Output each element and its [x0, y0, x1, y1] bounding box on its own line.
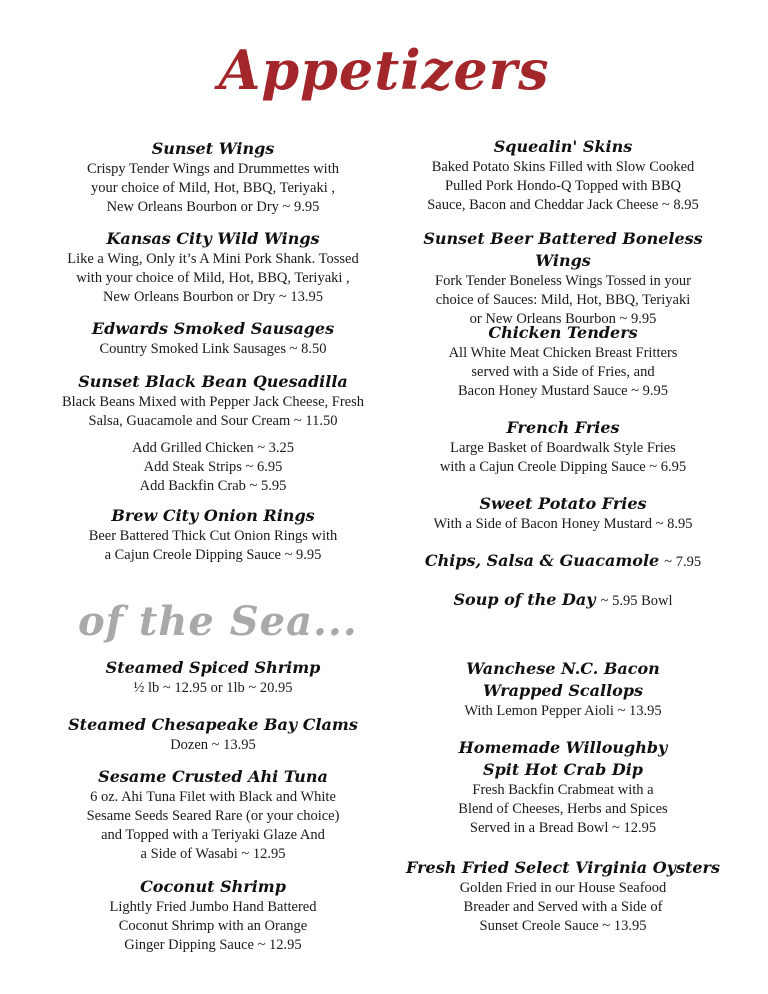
item-name: Steamed Chesapeake Bay Clams	[68, 715, 358, 734]
item-name: Chips, Salsa & Guacamole	[424, 551, 660, 570]
menu-item	[28, 876, 398, 955]
menu-item	[400, 136, 726, 215]
item-name: Brew City Onion Rings	[111, 506, 315, 525]
addons-list	[28, 439, 398, 496]
item-desc-line: Breader and Served with a Side of	[463, 899, 663, 915]
item-name: Chicken Tenders	[488, 323, 638, 342]
item-name: Edwards Smoked Sausages	[91, 319, 335, 338]
menu-item	[400, 737, 726, 838]
item-name: Soup of the Day	[453, 590, 596, 609]
menu-item	[400, 493, 726, 534]
item-desc-line: Salsa, Guacamole and Sour Cream ~ 11.50	[88, 413, 338, 429]
menu-item	[400, 590, 726, 610]
menu-item	[28, 766, 398, 864]
item-desc-line: Blend of Cheeses, Herbs and Spices	[458, 801, 668, 817]
item-desc-line: with a Cajun Creole Dipping Sauce ~ 6.95	[439, 459, 687, 475]
item-desc-line: Lightly Fried Jumbo Hand Battered	[109, 899, 317, 915]
item-desc-line: Pulled Pork Hondo-Q Topped with BBQ	[445, 178, 681, 194]
item-desc-line: Country Smoked Link Sausages ~ 8.50	[99, 341, 327, 357]
menu-item	[400, 228, 726, 329]
item-name: Sweet Potato Fries	[479, 494, 647, 513]
item-price: ~ 7.95	[664, 554, 702, 570]
item-desc-line: Large Basket of Boardwalk Style Fries	[450, 440, 676, 456]
section-title-sea: of the Sea...	[78, 598, 358, 645]
item-desc-line: Sesame Seeds Seared Rare (or your choice)	[86, 808, 340, 824]
page-title: Appetizers	[218, 38, 550, 102]
item-desc-line: or New Orleans Bourbon ~ 9.95	[469, 311, 657, 327]
menu-item	[400, 551, 726, 571]
item-desc-line: Golden Fried in our House Seafood	[459, 880, 667, 896]
menu-item	[28, 657, 398, 698]
addon-line: Add Grilled Chicken ~ 3.25	[131, 440, 295, 456]
menu-item	[28, 318, 398, 359]
menu-item	[400, 322, 726, 401]
menu-item	[28, 714, 398, 755]
item-name-line: Wanchese N.C. Bacon	[466, 659, 660, 678]
menu-item	[28, 228, 398, 307]
addon-line: Add Steak Strips ~ 6.95	[143, 459, 283, 475]
menu-item	[28, 371, 398, 496]
item-name-line: Spit Hot Crab Dip	[483, 760, 643, 779]
item-name: Sunset Black Bean Quesadilla	[78, 372, 348, 391]
item-desc-line: your choice of Mild, Hot, BBQ, Teriyaki ,	[91, 180, 335, 196]
addon-line: Add Backfin Crab ~ 5.95	[139, 478, 287, 494]
item-name: Kansas City Wild Wings	[106, 229, 320, 248]
item-desc-line: Sunset Creole Sauce ~ 13.95	[479, 918, 647, 934]
menu-item	[400, 417, 726, 477]
item-desc-line: Like a Wing, Only it’s A Mini Pork Shank. Tossed	[67, 251, 359, 267]
item-desc-line: Black Beans Mixed with Pepper Jack Cheese, Fresh	[61, 394, 364, 410]
item-name-line: Wrapped Scallops	[482, 681, 644, 700]
item-desc-line: Fork Tender Boneless Wings Tossed in your	[435, 273, 691, 289]
item-name: French Fries	[506, 418, 620, 437]
item-name: Steamed Spiced Shrimp	[105, 658, 321, 677]
item-desc-line: Coconut Shrimp with an Orange	[118, 918, 308, 934]
item-desc-line: Fresh Backfin Crabmeat with a	[472, 782, 654, 798]
item-desc-line: 6 oz. Ahi Tuna Filet with Black and White	[90, 789, 336, 805]
menu-item	[400, 857, 726, 936]
item-desc-line: Bacon Honey Mustard Sauce ~ 9.95	[458, 383, 668, 399]
item-desc-line: With a Side of Bacon Honey Mustard ~ 8.95	[433, 516, 693, 532]
item-desc-line: and Topped with a Teriyaki Glaze And	[101, 827, 325, 843]
item-desc-line: Baked Potato Skins Filled with Slow Cooked	[431, 159, 695, 175]
menu-item	[400, 658, 726, 721]
item-desc-line: ½ lb ~ 12.95 or 1lb ~ 20.95	[133, 680, 293, 696]
item-desc-line: Sauce, Bacon and Cheddar Jack Cheese ~ 8.95	[427, 197, 699, 213]
item-name-line: Homemade Willoughby	[458, 738, 668, 757]
menu-item	[28, 505, 398, 565]
item-desc-line: Beer Battered Thick Cut Onion Rings with	[88, 528, 338, 544]
item-price: ~ 5.95 Bowl	[600, 593, 673, 609]
item-desc-line: With Lemon Pepper Aioli ~ 13.95	[464, 703, 662, 719]
item-desc-line: Ginger Dipping Sauce ~ 12.95	[124, 937, 302, 953]
item-name: Squealin' Skins	[493, 137, 633, 156]
item-name: Fresh Fried Select Virginia Oysters	[406, 858, 720, 877]
item-name: Sunset Beer Battered Boneless Wings	[423, 229, 703, 270]
item-desc-line: with your choice of Mild, Hot, BBQ, Teriyaki ,	[76, 270, 350, 286]
item-desc-line: a Side of Wasabi ~ 12.95	[140, 846, 286, 862]
item-name: Sunset Wings	[151, 139, 275, 158]
item-desc-line: a Cajun Creole Dipping Sauce ~ 9.95	[104, 547, 322, 563]
item-desc-line: All White Meat Chicken Breast Fritters	[448, 345, 678, 361]
item-desc-line: Served in a Bread Bowl ~ 12.95	[469, 820, 657, 836]
item-name: Coconut Shrimp	[140, 877, 286, 896]
item-desc-line: New Orleans Bourbon or Dry ~ 13.95	[102, 289, 324, 305]
item-desc-line: served with a Side of Fries, and	[471, 364, 655, 380]
item-name: Sesame Crusted Ahi Tuna	[98, 767, 328, 786]
item-desc-line: New Orleans Bourbon or Dry ~ 9.95	[106, 199, 320, 215]
item-desc-line: choice of Sauces: Mild, Hot, BBQ, Teriyaki	[435, 292, 691, 308]
item-desc-line: Crispy Tender Wings and Drummettes with	[87, 161, 339, 177]
menu-item	[28, 138, 398, 217]
item-desc-line: Dozen ~ 13.95	[170, 737, 256, 753]
